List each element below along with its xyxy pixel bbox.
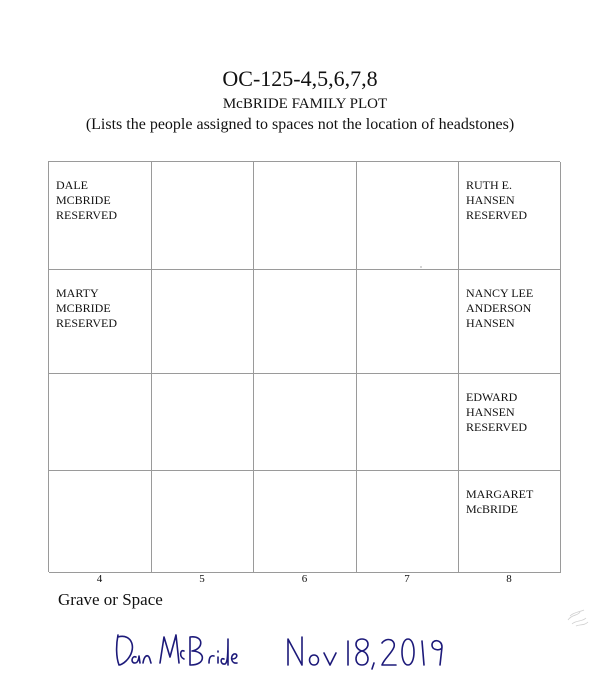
scan-smudge [564, 606, 592, 630]
space-cell [49, 471, 152, 573]
column-number: 8 [506, 573, 512, 585]
space-cell: RUTH E. HANSEN RESERVED [459, 162, 561, 270]
plot-grid [48, 161, 560, 572]
column-number-row [48, 572, 560, 588]
handwritten-signature [112, 625, 452, 675]
column-number: 5 [199, 573, 205, 585]
space-cell [357, 374, 459, 471]
family-plot-subtitle: McBRIDE FAMILY PLOT [222, 96, 388, 112]
space-cell [357, 270, 459, 374]
space-cell [254, 270, 357, 374]
space-cell [152, 270, 254, 374]
space-cell [254, 374, 357, 471]
plot-id-title: OC-125-4,5,6,7,8 [222, 66, 378, 91]
grave-or-space-caption: Grave or Space [58, 590, 163, 609]
space-cell: DALE MCBRIDE RESERVED [49, 162, 152, 270]
space-cell: MARGARET McBRIDE [459, 471, 561, 573]
space-cell [254, 471, 357, 573]
scan-speck [420, 266, 422, 268]
space-cell: NANCY LEE ANDERSON HANSEN [459, 270, 561, 374]
space-cell [152, 374, 254, 471]
space-cell: EDWARD HANSEN RESERVED [459, 374, 561, 471]
space-cell [357, 162, 459, 270]
column-number: 6 [301, 573, 308, 585]
space-cell [49, 374, 152, 471]
space-cell: MARTY MCBRIDE RESERVED [49, 270, 152, 374]
space-cell [254, 162, 357, 270]
space-cell [152, 471, 254, 573]
column-number: 4 [96, 573, 103, 585]
space-cell [357, 471, 459, 573]
assignment-note: (Lists the people assigned to spaces not the location of headstones) [85, 116, 515, 133]
space-cell [152, 162, 254, 270]
column-number: 7 [404, 573, 410, 585]
